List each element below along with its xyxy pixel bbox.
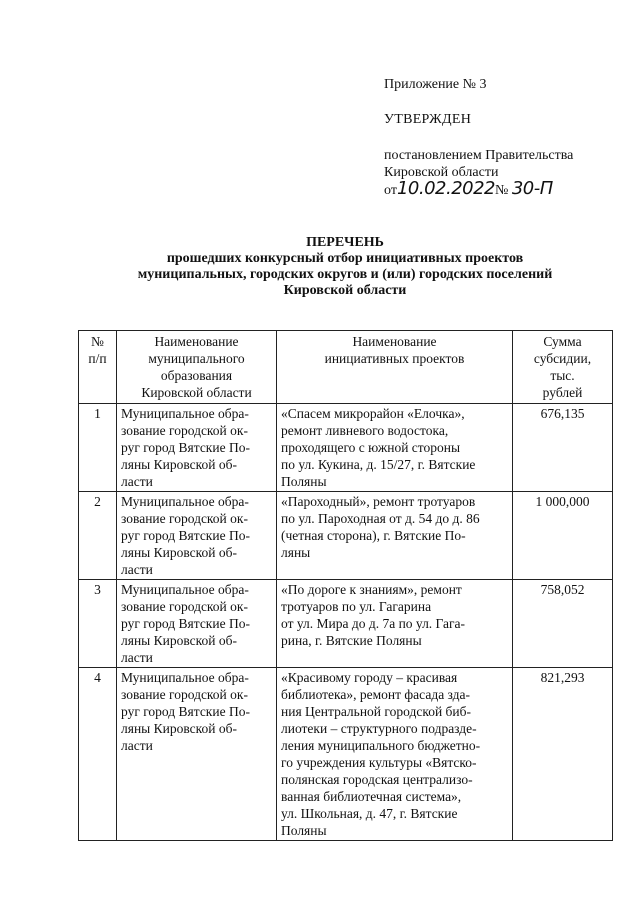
row-number: 2 [79, 492, 117, 580]
handwritten-number: 30-П [511, 178, 553, 199]
table-row [79, 404, 613, 492]
row-project: «Спасем микрорайон «Елочка», ремонт ливневого водостока, проходящего с южной стороны по ул. Кукина, д. 15/27, г. Вятские Поляны [277, 404, 513, 492]
appendix-label: Приложение № 3 [384, 77, 487, 92]
row-amount: 821,293 [513, 668, 613, 841]
row-number: 3 [79, 580, 117, 668]
table-row [79, 668, 613, 841]
header-amount: Сумма субсидии, тыс. рублей [513, 331, 613, 404]
row-municipality: Муниципальное обра- зование городской ок- руг город Вятские По- ляны Кировской об- ласти [117, 580, 277, 668]
approved-label: УТВЕРЖДЕН [384, 112, 472, 127]
row-project: «Пароходный», ремонт тротуаров по ул. Пароходная от д. 54 до д. 86 (четная сторона), г. Вятские По- ляны [277, 492, 513, 580]
title-line-3: муниципальных, городских округов и (или) городских поселений [137, 267, 553, 282]
table-row [79, 492, 613, 580]
date-prefix: от [384, 183, 397, 198]
row-project: «Красивому городу – красивая библиотека», ремонт фасада зда- ния Центральной городской биб- лиотеки – структурного подразде- ления муниципального бюджетно- го учреждения культуры «Вятско- полянская городская централизо- ванная библиотечная система», ул. Школьная, д. 47, г. Вятские Поляны [277, 668, 513, 841]
row-number: 4 [79, 668, 117, 841]
header-project: Наименование инициативных проектов [277, 331, 513, 404]
decree-line-2: Кировской области [384, 165, 499, 180]
table-header-row [79, 331, 613, 404]
row-number: 1 [79, 404, 117, 492]
row-municipality: Муниципальное обра- зование городской ок- руг город Вятские По- ляны Кировской об- ласти [117, 668, 277, 841]
handwritten-date: 10.02.2022 [396, 178, 495, 199]
header-number: № п/п [79, 331, 117, 404]
title-line-1: ПЕРЕЧЕНЬ [306, 235, 384, 250]
table-row [79, 580, 613, 668]
number-prefix: № [495, 183, 509, 198]
row-project: «По дороге к знаниям», ремонт тротуаров по ул. Гагарина от ул. Мира до д. 7а по ул. Гага- рина, г. Вятские Поляны [277, 580, 513, 668]
row-municipality: Муниципальное обра- зование городской ок- руг город Вятские По- ляны Кировской об- ласти [117, 404, 277, 492]
row-amount: 676,135 [513, 404, 613, 492]
header-municipality: Наименование муниципального образования Кировской области [117, 331, 277, 404]
decree-date-line [384, 178, 553, 199]
decree-line-1: постановлением Правительства [384, 148, 574, 163]
title-line-4: Кировской области [283, 283, 407, 298]
row-municipality: Муниципальное обра- зование городской ок- руг город Вятские По- ляны Кировской об- ласти [117, 492, 277, 580]
document-title [100, 235, 590, 299]
title-line-2: прошедших конкурсный отбор инициативных проектов [166, 251, 524, 266]
projects-table [78, 330, 613, 841]
row-amount: 758,052 [513, 580, 613, 668]
row-amount: 1 000,000 [513, 492, 613, 580]
